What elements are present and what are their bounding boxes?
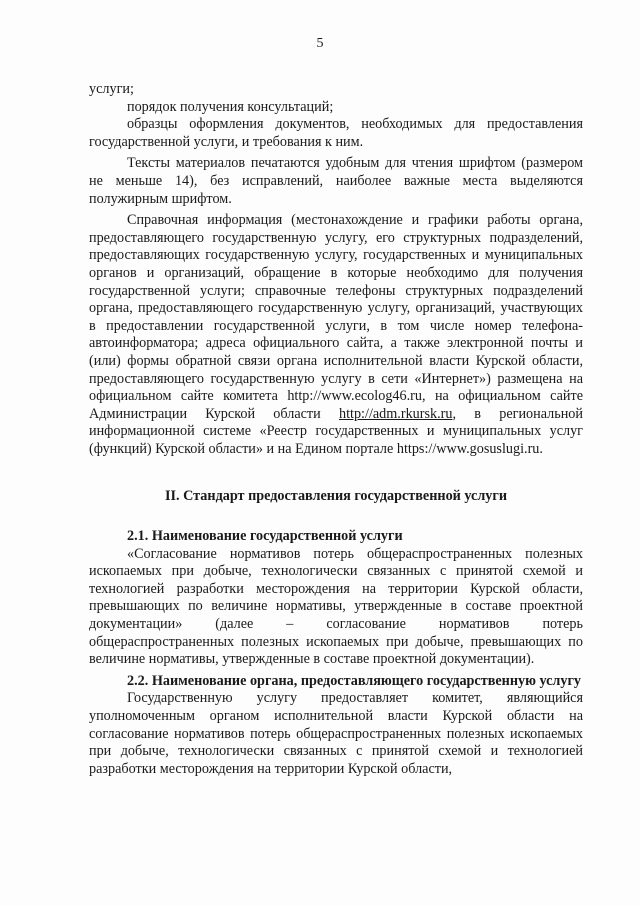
subsection-heading: 2.2. Наименование органа, предоставляющего государственную услугу [127,672,582,689]
paragraph-reference-info [89,212,583,458]
adm-rkursk-link[interactable]: http://adm.rkursk.ru [338,405,453,422]
document-body [89,81,583,778]
paragraph: порядок получения консультаций; [127,98,334,115]
paragraph: Государственную услугу предоставляет комитет, являющийся уполномоченным органом исполнительной власти Курской области на согласование нормативов потерь общераспространенных полезных ископаемых при добыче, технологически связанных с принятой схемой и технологией разработки месторождения на территории Курской области, [89,690,583,777]
section-heading: II. Стандарт предоставления государственной услуги [164,488,508,505]
page-number: 5 [316,36,324,51]
paragraph: услуги; [89,81,134,97]
paragraph: «Согласование нормативов потерь общераспространенных полезных ископаемых при добыче, технологически связанных с принятой схемой и технологией разработки месторождения на территории Курской области, превышающих по величине нормативы, утвержденные в составе проектной документации» (далее – согласование нормативов потерь общераспространенных полезных ископаемых при добыче, превышающих по величине нормативы, утвержденные в составе проектной документации). [89,545,583,668]
subsection-heading: 2.1. Наименование государственной услуги [127,528,403,545]
paragraph: Тексты материалов печатаются удобным для чтения шрифтом (размером не меньше 14), без исправлений, наиболее важные места выделяются полужирным шрифтом. [89,155,583,207]
text-span: Справочная информация (местонахождение и графики работы органа, предоставляющего государственную услугу, его структурных подразделений, предоставляющих государственную услугу, государственных и муниципальных органов и организаций, обращение в которые необходимо для получения государственной услуги; справочные телефоны структурных подразделений органа, предоставляющего государственную услугу, организаций, участвующих в предоставлении государственной услуги, в том числе номер телефона-автоинформатора; адреса официального сайта, а также электронной почты и (или) формы обратной связи органа исполнительной власти Курской области, предоставляющего государственную услугу в сети «Интернет») размещена на официальном сайте комитета http://www.ecolog46.ru, на официальном сайте Администрации Курской области [89,212,583,422]
text-span: , в региональной информационной системе «Реестр государственных и муниципальных услуг (функций) Курской области» и на Едином портале https://www.gosuslugi.ru. [89,405,583,457]
paragraph: образцы оформления документов, необходимых для предоставления государственной услуги, и требования к ним. [89,116,583,150]
